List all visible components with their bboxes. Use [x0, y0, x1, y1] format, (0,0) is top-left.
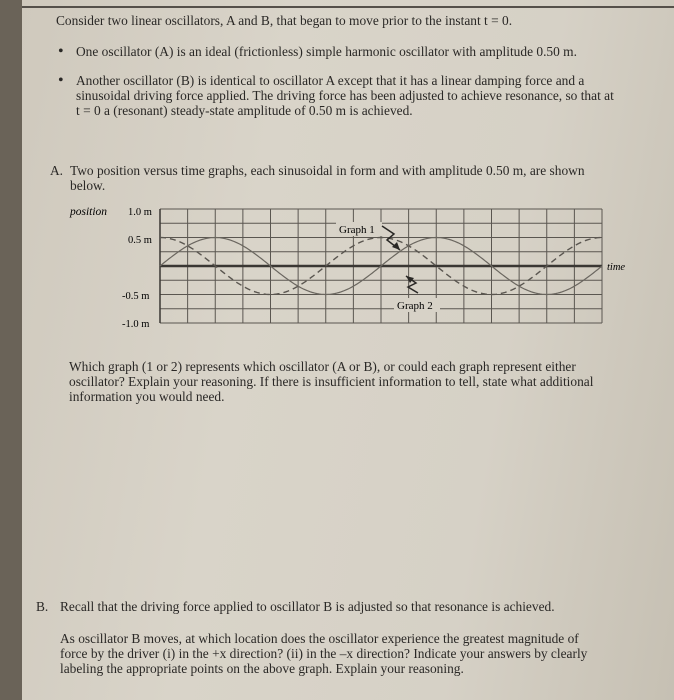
part-a-question-line1: Which graph (1 or 2) represents which oscillator (A or B), or could each graph represent either — [69, 359, 576, 374]
bullet-oscillator-b-line1: Another oscillator (B) is identical to oscillator A except that it has a linear damping force and a — [76, 73, 585, 88]
tick-label-neg0.5: -0.5 m — [122, 291, 150, 302]
part-b-question-line2: force by the driver (i) in the +x direction? (ii) in the –x direction? Indicate your answers by clearly — [60, 646, 588, 661]
graph-2-label: Graph 2 — [397, 300, 433, 312]
part-b-question-line3: labeling the appropriate points on the above graph. Explain your reasoning. — [60, 661, 464, 676]
bullet-oscillator-a: One oscillator (A) is an ideal (frictionless) simple harmonic oscillator with amplitude 0.50 m. — [76, 44, 577, 59]
part-b-question-line1: As oscillator B moves, at which location does the oscillator experience the greatest magnitude of — [60, 631, 579, 646]
part-a-letter: A. — [50, 163, 64, 178]
intro-text: Consider two linear oscillators, A and B, that began to move prior to the instant t = 0. — [56, 13, 513, 28]
y-axis-label: position — [70, 206, 108, 218]
tick-label-neg1.0: -1.0 m — [122, 319, 150, 330]
graph-1-label: Graph 1 — [339, 224, 375, 236]
part-a-line1: Two position versus time graphs, each sinusoidal in form and with amplitude 0.50 m, are shown — [70, 163, 585, 178]
worksheet-page — [22, 0, 674, 700]
x-axis-label: time — [607, 262, 626, 273]
tick-label-1.0: 1.0 m — [128, 207, 152, 218]
bullet-dot: • — [58, 43, 64, 60]
bullet-dot: • — [58, 72, 64, 89]
part-a-question-line3: information you would need. — [69, 389, 225, 404]
position-time-graph — [22, 0, 674, 700]
part-a-question-line2: oscillator? Explain your reasoning. If there is insufficient information to tell, state what additional — [69, 374, 594, 389]
part-a-line2: below. — [70, 178, 106, 193]
bullet-oscillator-b-line3: t = 0 a (resonant) steady-state amplitude of 0.50 m is achieved. — [76, 103, 413, 118]
tick-label-0.5: 0.5 m — [128, 235, 152, 246]
part-b-line1: Recall that the driving force applied to oscillator B is adjusted so that resonance is achieved. — [60, 599, 555, 614]
bullet-oscillator-b-line2: sinusoidal driving force applied. The driving force has been adjusted to achieve resonance, so that at — [76, 88, 614, 103]
part-b-letter: B. — [36, 599, 49, 614]
graph-2-arrow — [406, 276, 418, 293]
